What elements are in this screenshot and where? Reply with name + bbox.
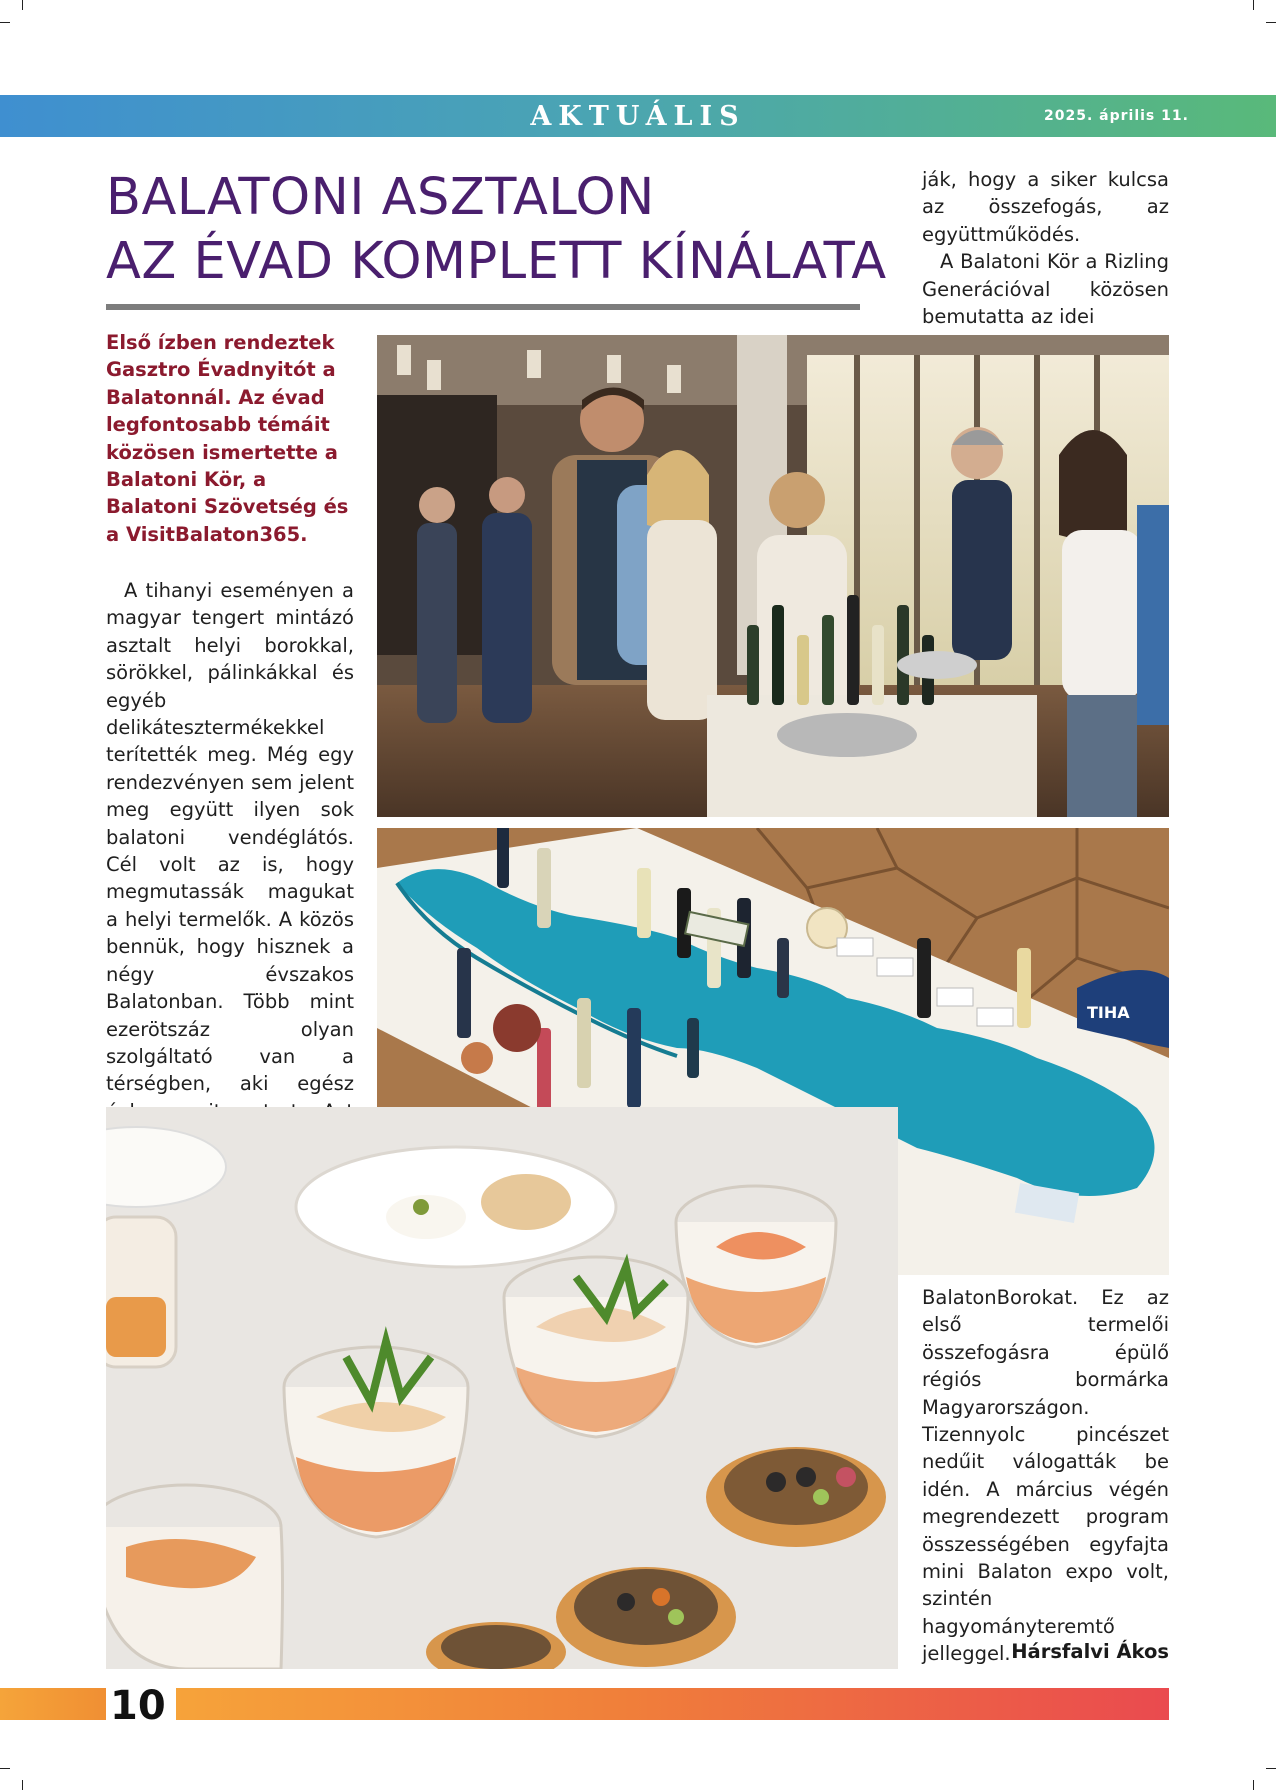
body-column-left	[106, 577, 354, 1153]
map-cap-label: TIHA	[1087, 1003, 1130, 1022]
body-column-right-bottom	[922, 1284, 1169, 1668]
crop-mark	[1253, 1780, 1254, 1790]
body-paragraph: A Balatoni Kör a Rizling Generációval közösen bemutatta az idei	[922, 250, 1169, 329]
body-paragraph: A tihanyi eseményen a magyar tengert mintázó asztalt helyi borokkal, sörökkel, pálinkákkal és egyéb delikátesztermékekkel terítették meg. Még egy rendezvényen sem jelent meg együtt ilyen sok balatoni vendéglátós. Cél volt az is, hogy megmutassák magukat a helyi termelők. A közös bennük, hogy hisznek a négy évszakos Balatonban. Több mint ezerötszáz olyan szolgáltató van a térségben, aki egész	[106, 579, 354, 1096]
article-author: Hársfalvi Ákos	[1011, 1640, 1169, 1663]
crop-mark	[1266, 22, 1276, 23]
crop-mark	[0, 22, 10, 23]
issue-date: 2025. április 11.	[1044, 108, 1189, 124]
event-photo	[377, 335, 1169, 817]
crop-mark	[22, 0, 23, 10]
footer-bar-right	[176, 1688, 1169, 1720]
crop-mark	[1253, 0, 1254, 10]
body-paragraph: ják, hogy a siker kulcsa az összefogás, az együttműködés.	[922, 168, 1169, 246]
appetizers-photo	[106, 1107, 898, 1669]
crop-mark	[1266, 1768, 1276, 1769]
body-column-right-top	[922, 166, 1169, 330]
section-title: AKTUÁLIS	[530, 101, 746, 132]
crop-mark	[22, 1780, 23, 1790]
body-paragraph: BalatonBorokat. Ez az első termelői összefogásra épülő régiós bormárka Magyarországon. Tizennyolc pincészet nedűit válogatták be idén. A március végén megrendezett program összességében egyfajta mini Balaton expo volt, szintén hagyományteremtő jelleggel.	[922, 1286, 1169, 1666]
article-lead: Első ízben rendeztek Gasztro Évadnyitót a Balatonnál. Az évad legfontosabb témáit közösen ismertette a Balatoni Kör, a Balatoni Szövetség és a VisitBalaton365.	[106, 331, 349, 546]
footer-bar-left	[0, 1688, 106, 1720]
headline-rule	[106, 304, 860, 310]
article-headline	[106, 166, 886, 294]
crop-mark	[0, 1768, 10, 1769]
headline-line: AZ ÉVAD KOMPLETT KÍNÁLATA	[106, 232, 887, 291]
headline-line: BALATONI ASZTALON	[106, 168, 655, 227]
page-number: 10	[110, 1683, 166, 1729]
